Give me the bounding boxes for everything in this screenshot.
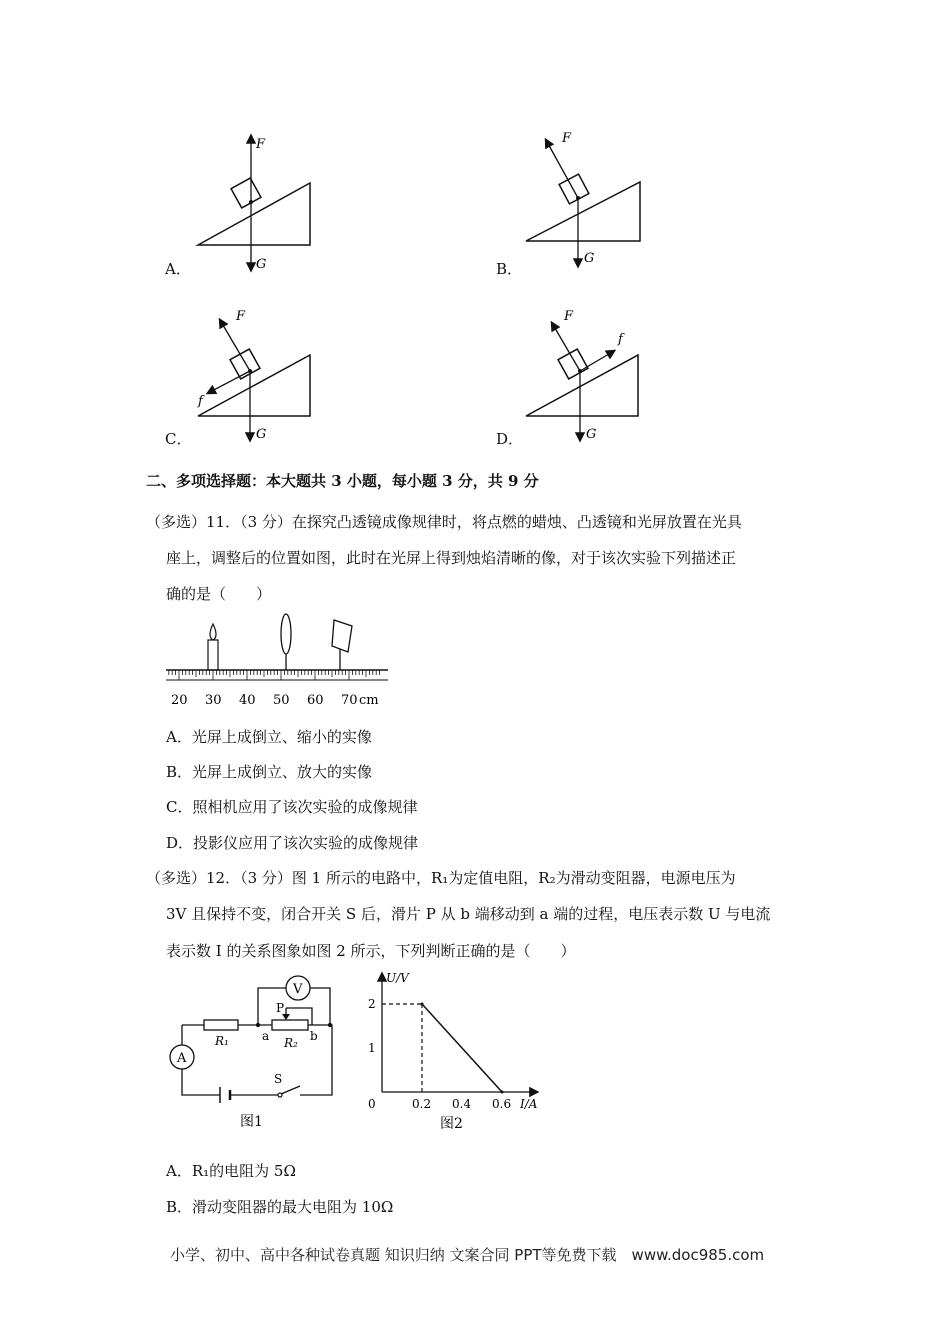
q12-stem-line-1: （多选）12．（3 分）图 1 所示的电路中，R₁为定值电阻，R₂为滑动变阻器，电源电压为: [146, 869, 736, 887]
label-f: f: [198, 394, 203, 409]
label-G: G: [256, 427, 267, 442]
fig1-caption: 图1: [240, 1114, 263, 1130]
graph-xlabel: I/A: [520, 1097, 538, 1111]
q11-stem-line-2: 座上，调整后的位置如图，此时在光屏上得到烛焰清晰的像，对于该次实验下列描述正: [166, 549, 737, 567]
r1-label: R₁: [215, 1034, 229, 1048]
ruler-label: 20: [171, 693, 188, 708]
incline: [198, 355, 310, 416]
end-b-label: b: [310, 1029, 318, 1043]
q12-choice-b[interactable]: B．滑动变阻器的最大电阻为 10Ω: [166, 1198, 394, 1216]
data-point: [421, 1003, 424, 1006]
label-F: F: [564, 309, 574, 324]
block: [558, 349, 588, 379]
q12-ui-graph: [362, 968, 552, 1138]
block: [559, 174, 589, 204]
graph-ylabel: U/V: [386, 971, 409, 985]
x-tick-label: 0.2: [412, 1097, 432, 1111]
label-F: F: [256, 137, 266, 152]
q11-choice-c[interactable]: C．照相机应用了该次实验的成像规律: [166, 798, 418, 816]
friction-arrow: [208, 371, 250, 393]
q11-optical-bench: [162, 612, 394, 712]
q10-option-c-label[interactable]: C．: [165, 430, 192, 448]
q10-diagram-c: [190, 305, 330, 450]
q11-stem-line-3: 确的是（ ）: [166, 585, 272, 603]
q11-choice-d[interactable]: D．投影仪应用了该次实验的成像规律: [166, 834, 419, 852]
block: [230, 349, 260, 379]
label-G: G: [256, 257, 267, 272]
label-F: F: [236, 309, 246, 324]
r2-label: R₂: [284, 1036, 298, 1050]
switch-s: [281, 1086, 300, 1094]
ruler-label: 60: [307, 693, 324, 708]
convex-lens: [281, 614, 291, 654]
label-F: F: [562, 131, 572, 146]
ruler-label: 50: [273, 693, 290, 708]
q11-choice-a[interactable]: A．光屏上成倒立、缩小的实像: [166, 728, 372, 746]
q11-choice-b[interactable]: B．光屏上成倒立、放大的实像: [166, 763, 373, 781]
block: [231, 178, 261, 208]
q12-stem-line-3: 表示数 I 的关系图象如图 2 所示，下列判断正确的是（ ）: [166, 942, 576, 960]
q12-choice-a[interactable]: A．R₁的电阻为 5Ω: [166, 1162, 296, 1180]
force-f-arrow: [552, 323, 580, 371]
graph-origin: 0: [368, 1097, 376, 1111]
slider-p-label: P: [276, 1001, 285, 1015]
incline: [526, 182, 640, 241]
data-point: [501, 1091, 504, 1094]
incline: [198, 183, 310, 245]
q10-option-d-label[interactable]: D．: [496, 430, 524, 448]
y-tick-label: 2: [368, 997, 376, 1011]
voltmeter-label: V: [293, 982, 303, 997]
x-tick-label: 0.4: [452, 1097, 472, 1111]
candle: [208, 640, 218, 670]
resistor-r1: [204, 1020, 238, 1030]
ruler-label: 40: [239, 693, 256, 708]
q10-diagram-b: [518, 130, 658, 275]
q10-diagram-d: [518, 305, 658, 450]
end-a-label: a: [262, 1029, 270, 1043]
x-tick-label: 0.6: [492, 1097, 512, 1111]
resistor-r2: [272, 1020, 308, 1030]
candle-flame: [210, 624, 216, 640]
q11-stem-line-1: （多选）11．（3 分）在探究凸透镜成像规律时，将点燃的蜡烛、凸透镜和光屏放置在光具: [146, 513, 742, 531]
ruler-label: 70: [341, 693, 358, 708]
q10-diagram-a: [190, 130, 330, 275]
ui-line-series: [422, 1004, 502, 1092]
q10-option-b-label[interactable]: B．: [496, 260, 523, 278]
ammeter-label: A: [177, 1051, 187, 1066]
incline: [526, 355, 638, 416]
y-tick-label: 1: [368, 1041, 376, 1055]
force-f-arrow: [220, 320, 250, 371]
friction-arrow: [580, 351, 614, 371]
label-f: f: [618, 332, 623, 347]
q12-stem-line-2: 3V 且保持不变，闭合开关 S 后，滑片 P 从 b 端移动到 a 端的过程，电压表示数 U 与电流: [166, 905, 771, 923]
switch-label: S: [274, 1072, 283, 1086]
light-screen: [332, 620, 352, 652]
page-footer: 小学、初中、高中各种试卷真题 知识归纳 文案合同 PPT等免费下载 www.doc985.com: [170, 1246, 765, 1264]
label-G: G: [584, 251, 595, 266]
ruler-unit: cm: [359, 693, 379, 708]
fig2-caption: 图2: [440, 1116, 463, 1132]
label-G: G: [586, 427, 597, 442]
ruler-label: 30: [205, 693, 222, 708]
section-2-title: 二、多项选择题：本大题共 3 小题，每小题 3 分，共 9 分: [146, 472, 539, 490]
q12-circuit-figure: [160, 970, 345, 1135]
q10-option-a-label[interactable]: A．: [165, 260, 191, 278]
